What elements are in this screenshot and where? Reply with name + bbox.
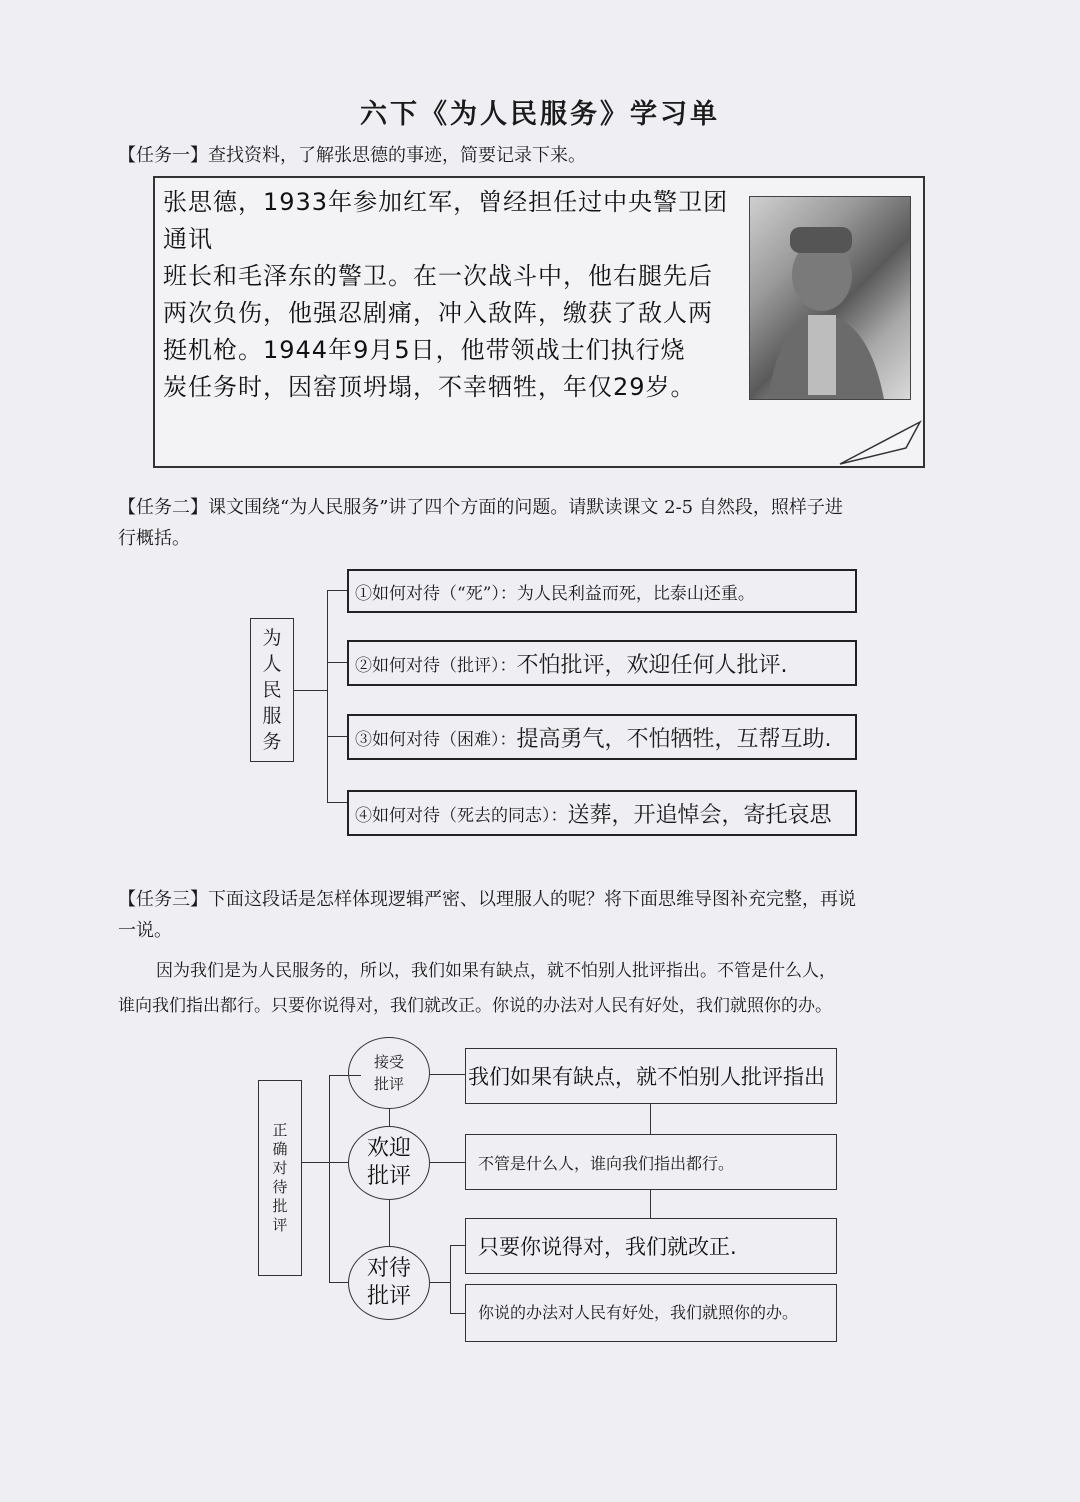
circle-line: 批评 xyxy=(373,1075,404,1093)
circle-line: 批评 xyxy=(366,1164,411,1189)
page-curl-icon xyxy=(836,420,926,470)
task3-heading: 【任务三】 xyxy=(118,889,208,910)
task2-root-box xyxy=(250,618,294,762)
task2-heading: 【任务二】 xyxy=(118,497,208,518)
root-char: 待 xyxy=(272,1178,288,1196)
task3-box-3: 只要你说得对，我们就改正. xyxy=(465,1218,837,1274)
root-char: 服 xyxy=(262,705,282,727)
answer-line: 班长和毛泽东的警卫。在一次战斗中，他右腿先后 xyxy=(163,262,713,290)
connector xyxy=(294,690,328,691)
task3-circle-treat xyxy=(348,1246,430,1320)
task3-box-2: 不管是什么人，谁向我们指出都行。 xyxy=(465,1134,837,1190)
circle-line: 欢迎 xyxy=(366,1136,411,1161)
task2-prompt xyxy=(118,492,1008,554)
connector xyxy=(389,1109,390,1126)
connector xyxy=(450,1245,466,1246)
root-char: 民 xyxy=(262,679,282,701)
root-char: 评 xyxy=(272,1216,288,1234)
passage-line: 因为我们是为人民服务的，所以，我们如果有缺点，就不怕别人批评指出。不管是什么人， xyxy=(156,961,836,981)
task2-row-3 xyxy=(347,714,857,760)
task3-circle-accept xyxy=(348,1037,430,1109)
task3-text-2: 一说。 xyxy=(118,920,172,941)
connector xyxy=(327,590,328,802)
task2-text-2: 行概括。 xyxy=(118,528,190,549)
circle-line: 批评 xyxy=(366,1284,411,1309)
connector xyxy=(302,1162,330,1163)
connector xyxy=(327,662,349,663)
connector xyxy=(329,1075,330,1282)
connector xyxy=(450,1245,451,1313)
task2-text-1: 课文围绕“为人民服务”讲了四个方面的问题。请默读课文 2-5 自然段，照样子进 xyxy=(208,497,843,518)
task3-passage xyxy=(118,954,1018,1024)
task2-row-1 xyxy=(347,569,857,613)
row-prefix: ④如何对待（死去的同志）： xyxy=(355,805,568,826)
task1-prompt xyxy=(118,140,586,171)
task1-text: 查找资料，了解张思德的事迹，简要记录下来。 xyxy=(208,145,586,166)
task3-box-4: 你说的办法对人民有好处，我们就照你的办。 xyxy=(465,1284,837,1342)
connector xyxy=(650,1190,651,1218)
connector xyxy=(329,1282,349,1283)
circle-line: 接受 xyxy=(373,1053,404,1071)
connector xyxy=(327,802,349,803)
page-title: 六下《为人民服务》学习单 xyxy=(360,99,720,130)
connector xyxy=(430,1162,466,1163)
root-char: 对 xyxy=(272,1159,288,1177)
passage-line: 谁向我们指出都行。只要你说得对，我们就改正。你说的办法对人民有好处，我们就照你的办。 xyxy=(118,996,832,1016)
root-char: 为 xyxy=(262,627,282,649)
task1-answer-text xyxy=(163,184,753,406)
answer-line: 张思德，1933年参加红军，曾经担任过中央警卫团通讯 xyxy=(163,188,729,253)
row-answer: 提高勇气，不怕牺牲，互帮互助. xyxy=(516,726,832,752)
root-char: 人 xyxy=(262,653,282,675)
task3-root-box xyxy=(258,1080,302,1276)
row-prefix: ③如何对待（困难）： xyxy=(355,729,517,750)
connector xyxy=(430,1282,450,1283)
row-answer: 不怕批评，欢迎任何人批评. xyxy=(516,652,788,678)
connector xyxy=(450,1313,466,1314)
connector xyxy=(327,736,349,737)
connector xyxy=(389,1200,390,1246)
root-char: 正 xyxy=(272,1121,288,1139)
row-prefix: ①如何对待（“死”）：为人民利益而死，比泰山还重。 xyxy=(355,583,755,604)
connector xyxy=(430,1074,466,1075)
zhang-side-portrait xyxy=(749,196,911,400)
answer-line: 两次负伤，他强忍剧痛，冲入敌阵，缴获了敌人两 xyxy=(163,299,713,327)
task3-box-1: 我们如果有缺点，就不怕别人批评指出 xyxy=(465,1048,837,1104)
task1-heading: 【任务一】 xyxy=(118,145,208,166)
connector xyxy=(329,1162,349,1163)
root-char: 务 xyxy=(262,731,282,753)
task3-text-1: 下面这段话是怎样体现逻辑严密、以理服人的呢？将下面思维导图补充完整，再说 xyxy=(208,889,856,910)
answer-line: 挺机枪。1944年9月5日，他带领战士们执行烧 xyxy=(163,336,686,364)
connector xyxy=(327,590,349,591)
root-char: 批 xyxy=(272,1197,288,1215)
answer-line: 炭任务时，因窑顶坍塌，不幸牺牲，年仅29岁。 xyxy=(163,373,696,401)
root-char: 确 xyxy=(272,1140,288,1158)
task3-circle-welcome xyxy=(348,1126,430,1200)
connector xyxy=(650,1104,651,1134)
row-answer: 送葬，开追悼会，寄托哀思 xyxy=(567,802,832,828)
circle-line: 对待 xyxy=(366,1256,411,1281)
row-prefix: ②如何对待（批评）： xyxy=(355,655,517,676)
task2-row-4 xyxy=(347,790,857,836)
task3-prompt xyxy=(118,884,1008,946)
task2-row-2 xyxy=(347,640,857,686)
